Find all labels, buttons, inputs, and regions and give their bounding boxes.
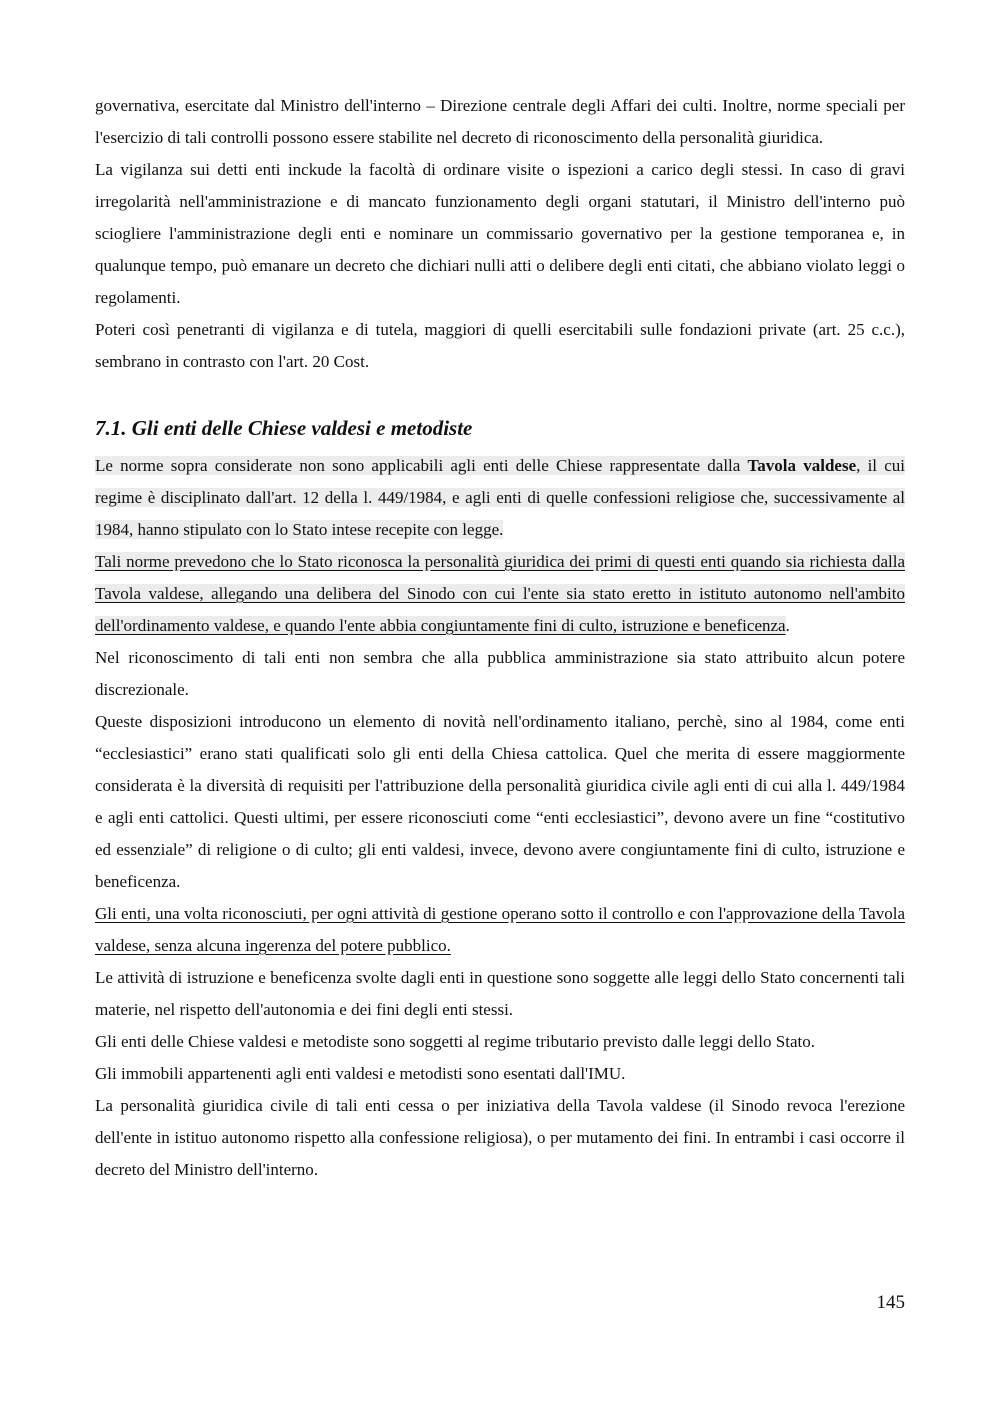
paragraph: Poteri così penetranti di vigilanza e di tutela, maggiori di quelli esercitabili sulle fondazioni private (art. 25 c.c.), sembrano in contrasto con l'art. 20 Cost. [95,320,905,371]
section-heading: 7.1. Gli enti delle Chiese valdesi e metodiste [95,416,473,440]
underlined-paragraph [95,898,905,962]
text-run: Le norme sopra considerate non sono applicabili agli enti delle Chiese rappresentate dalla [95,456,748,475]
paragraph: governativa, esercitate dal Ministro dell'interno – Direzione centrale degli Affari dei culti. Inoltre, norme speciali per l'esercizio di tali controlli possono essere stabilite nel decreto di riconoscimento della personalità giuridica. [95,96,905,147]
text-run: , il cui regime è disciplinato dall'art. 12 della l. 449/1984, e agli enti di quelle confessioni religiose che, successivamente al 1984, hanno stipulato con lo Stato intese recepite con legge. [95,456,905,539]
underlined-span: Gli enti, una volta riconosciuti, per ogni attività di gestione operano sotto il controllo e con l'approvazione della Tavola valdese, senza alcuna ingerenza del potere pubblico. [95,904,905,955]
paragraph: Gli enti delle Chiese valdesi e metodiste sono soggetti al regime tributario previsto dalle leggi dello Stato. [95,1032,815,1051]
page-number: 145 [876,1292,905,1313]
bold-term: Tavola valdese [747,456,857,475]
paragraph: Queste disposizioni introducono un elemento di novità nell'ordinamento italiano, perchè, sino al 1984, come enti “ecclesiastici” erano stati qualificati solo gli enti della Chiesa cattolica. Quel che merita di essere maggiormente considerata è la diversità di requisiti per l'attribuzione della personalità giuridica civile agli enti di cui alla l. 449/1984 e agli enti cattolici. Questi ultimi, per essere riconosciuti come “enti ecclesiastici”, devono avere un fine “costitutivo ed essenziale” di religione o di culto; gli enti valdesi, invece, devono avere congiuntamente fini di culto, istruzione e beneficenza. [95,712,905,891]
paragraph: Le attività di istruzione e beneficenza svolte dagli enti in questione sono soggette alle leggi dello Stato concernenti tali materie, nel rispetto dell'autonomia e dei fini degli enti stessi. [95,968,905,1019]
text-run: . [785,616,790,635]
paragraph: La vigilanza sui detti enti inckude la facoltà di ordinare visite o ispezioni a carico degli stessi. In caso di gravi irregolarità nell'amministrazione e di mancato funzionamento degli organi statutari, il Ministro dell'interno può sciogliere l'amministrazione degli enti e nominare un commissario governativo per la gestione temporanea e, in qualunque tempo, può emanare un decreto che dichiari nulli atti o delibere degli enti citati, che abbiano violato leggi o regolamenti. [95,160,905,307]
paragraph: Gli immobili appartenenti agli enti valdesi e metodisti sono esentati dall'IMU. [95,1064,626,1083]
document-body [95,90,905,1186]
highlight-span [95,456,905,539]
underlined-paragraph [95,546,905,642]
highlighted-paragraph [95,450,905,546]
paragraph: Nel riconoscimento di tali enti non sembra che alla pubblica amministrazione sia stato attribuito alcun potere discrezionale. [95,648,905,699]
section-spacer [95,378,905,410]
paragraph: La personalità giuridica civile di tali enti cessa o per iniziativa della Tavola valdese (il Sinodo revoca l'erezione dell'ente in istituo autonomo rispetto alla confessione religiosa), o per mutamento dei fini. In entrambi i casi occorre il decreto del Ministro dell'interno. [95,1096,905,1179]
underlined-span: Tali norme prevedono che lo Stato riconosca la personalità giuridica dei primi di questi enti quando sia richiesta dalla Tavola valdese, allegando una delibera del Sinodo con cui l'ente sia stato eretto in istituto autonomo nell'ambito dell'ordinamento valdese, e quando l'ente abbia congiuntamente fini di culto, istruzione e beneficenza [95,552,905,635]
